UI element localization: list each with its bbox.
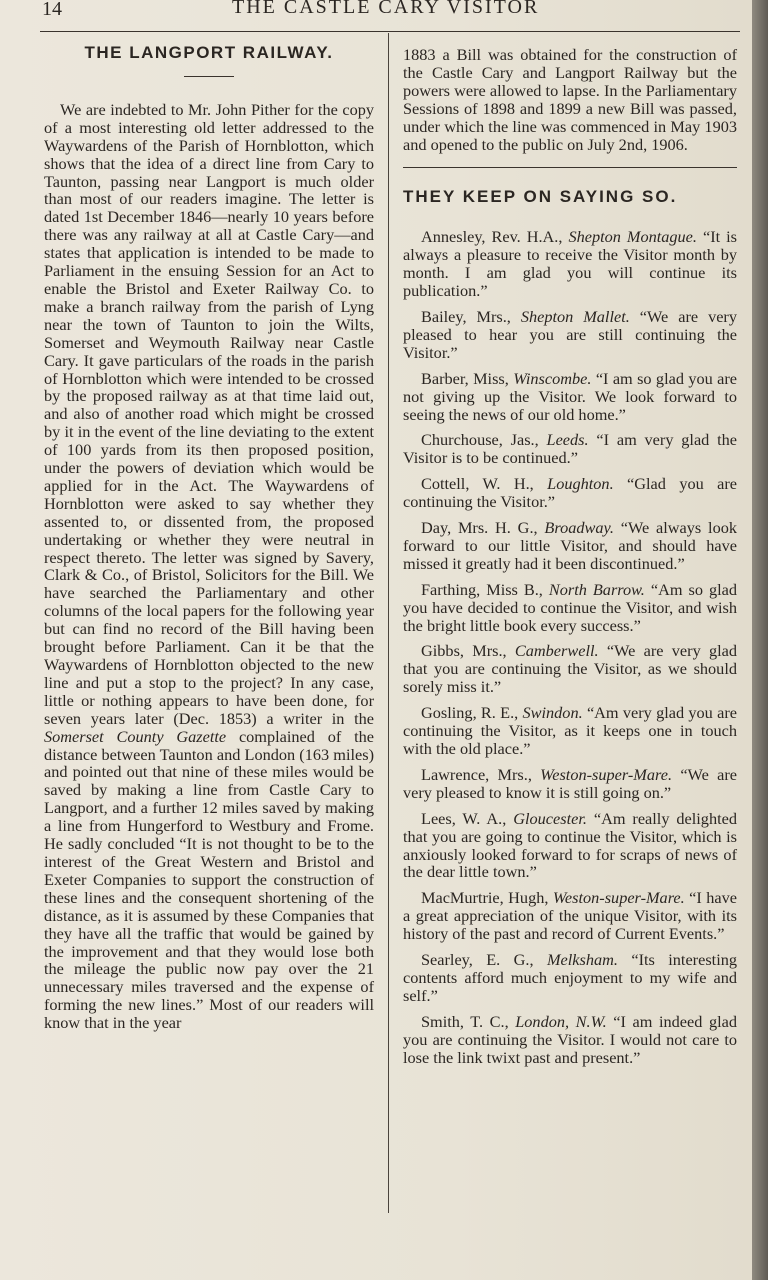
testimonial-item: [403, 370, 737, 424]
left-column: [44, 44, 374, 1032]
testimonial-name: Searley, E. G.,: [421, 950, 534, 970]
header-rule: [40, 31, 740, 32]
testimonial-item: [403, 228, 737, 300]
testimonial-place: Camberwell.: [514, 641, 599, 661]
testimonial-place: Weston-super-Mare.: [552, 888, 685, 908]
testimonial-quote: “We are very pleased to hear you are still continuing the Visitor.”: [403, 306, 737, 362]
testimonial-quote: “I am so glad you are not giving up the Visitor. We look forward to seeing the news of our old home.”: [403, 368, 737, 424]
page-number: 14: [42, 0, 62, 20]
testimonial-place: Broadway.: [544, 518, 614, 538]
testimonial-item: [403, 951, 737, 1005]
continuation-paragraph: 1883 a Bill was obtained for the construction of the Castle Cary and Langport Railway but the powers were allowed to lapse. In the Parliamentary Sessions of 1898 and 1899 a new Bill was passed, under which the line was commenced in May 1903 and opened to the public on July 2nd, 1906.: [403, 45, 737, 154]
testimonial-place: Leeds.: [546, 430, 589, 450]
journal-title: THE CASTLE CARY VISITOR: [232, 0, 540, 18]
testimonial-name: Gibbs, Mrs.,: [421, 641, 507, 661]
testimonial-item: [403, 308, 737, 362]
testimonial-place: North Barrow.: [548, 579, 645, 599]
testimonial-place: Shepton Montague.: [568, 227, 697, 247]
article-paragraph: [44, 101, 374, 1032]
testimonial-name: Farthing, Miss B.,: [421, 579, 543, 599]
article-text-2: complained of the distance between Taunton and London (163 miles) and pointed out that nine of these miles would be saved by making a line from Castle Cary to Langport, and a further 12 miles saved by making a line from Hungerford to Westbury and Frome. He sadly concluded “It is not thought to be to the interest of the Great Western and Bristol and Exeter Companies to support the construction of these lines and the consequent shortening of the distance, as it is assumed by these Companies that they have all the traffic that would be gained by the improvement and that they would lose both the mileage the public now pay over the 21 unnecessary miles traversed and the expense of forming the new lines.” Most of our readers will know that in the year: [44, 726, 374, 1033]
testimonial-item: [403, 642, 737, 696]
testimonial-name: Churchouse, Jas.,: [421, 430, 539, 450]
newspaper-name: Somerset County Gazette: [44, 726, 227, 746]
testimonial-place: Weston-super-Mare.: [540, 764, 673, 784]
testimonial-name: Barber, Miss,: [421, 368, 509, 388]
testimonial-name: Annesley, Rev. H.A.,: [421, 227, 563, 247]
testimonial-item: [403, 519, 737, 573]
testimonial-name: Lees, W. A.,: [421, 808, 507, 828]
testimonial-quote: “I have a great appreciation of the unique Visitor, with its history of the past and record of Current Events.”: [403, 888, 737, 944]
article-text-1: We are indebted to Mr. John Pither for the copy of a most interesting old letter addressed to the Waywardens of the Parish of Hornblotton, which shows that the idea of a direct line from Cary to Taunton, passing near Langport is much older than most of our readers imagine. The letter is dated 1st December 1846—nearly 10 years before there was any railway at all at Castle Cary—and states that application is intended to be made to Parliament in the ensuing Session for an Act to enable the Bristol and Exeter Railway Co. to make a branch railway from the parish of Lyng near the town of Taunton to join the Wilts, Somerset and Weymouth Railway near Castle Cary. It gave particulars of the roads in the parish of Hornblotton which were intended to be crossed by the proposed railway as at that time laid out, and also of another road which might be crossed by it in the event of the line deviating to the extent of 100 yards from its then proposed position, under the powers of deviation which would be applied for in the Act. The Waywardens of Hornblotton were asked to say whether they assented to, or dissented from, the proposed undertaking or whether they were neutral in respect thereto. The letter was signed by Savery, Clark & Co., of Bristol, Solicitors for the Bill. We have searched the Parliamentary and other columns of the local papers for the following year but can find no record of the Bill having been brought before Parliament. Can it be that the Waywardens of Hornblotton objected to the new line and put a stop to the project? In any case, little or nothing appears to have been done, for seven years later (Dec. 1853) a writer in the: [44, 99, 374, 728]
right-column: [403, 46, 737, 1075]
testimonial-name: Bailey, Mrs.,: [421, 306, 511, 326]
section-rule: [403, 167, 737, 168]
testimonial-quote: “Am really delighted that you are going to continue the Visitor, which is anxiously looked forward to for scraps of news of the dear little town.”: [403, 808, 737, 882]
testimonial-name: Day, Mrs. H. G.,: [421, 518, 538, 538]
running-head: [0, 0, 752, 22]
column-divider: [388, 33, 389, 1213]
testimonial-quote: “We are very pleased to know it is still going on.”: [403, 764, 737, 802]
page-edge: [752, 0, 768, 1280]
testimonials-list: [403, 228, 737, 1066]
testimonial-item: [403, 766, 737, 802]
testimonial-name: MacMurtrie, Hugh,: [421, 888, 549, 908]
testimonial-item: [403, 431, 737, 467]
testimonial-item: [403, 1013, 737, 1067]
testimonial-name: Cottell, W. H.,: [421, 474, 534, 494]
testimonial-name: Lawrence, Mrs.,: [421, 764, 532, 784]
testimonial-place: Shepton Mallet.: [520, 306, 630, 326]
testimonial-item: [403, 889, 737, 943]
testimonial-place: London, N.W.: [515, 1011, 607, 1031]
testimonial-item: [403, 475, 737, 511]
testimonial-quote: “It is always a pleasure to receive the Visitor month by month. I am glad you will continue its publication.”: [403, 227, 738, 301]
testimonial-item: [403, 581, 737, 635]
testimonial-place: Swindon.: [522, 703, 583, 723]
testimonial-place: Melksham.: [546, 950, 618, 970]
testimonial-quote: “We are very glad that you are continuing the Visitor, as we should sorely miss it.”: [403, 641, 738, 697]
testimonials-title: THEY KEEP ON SAYING SO.: [403, 187, 678, 207]
testimonial-item: [403, 810, 737, 882]
testimonial-name: Gosling, R. E.,: [421, 703, 519, 723]
testimonial-quote: “I am indeed glad you are continuing the Visitor. I would not care to lose the link twixt past and present.”: [403, 1011, 737, 1067]
testimonial-quote: “I am very glad the Visitor is to be continued.”: [403, 430, 738, 468]
testimonial-name: Smith, T. C.,: [421, 1011, 509, 1031]
testimonial-place: Winscombe.: [513, 368, 592, 388]
testimonial-quote: “Glad you are continuing the Visitor.”: [403, 474, 738, 512]
article-title: THE LANGPORT RAILWAY.: [84, 43, 334, 62]
testimonial-place: Loughton.: [547, 474, 614, 494]
testimonial-quote: “Its interesting contents afford much enjoyment to my wife and self.”: [403, 950, 737, 1005]
testimonial-place: Gloucester.: [513, 808, 587, 828]
testimonial-quote: “Am so glad you have decided to continue the Visitor, and wish the bright little book every success.”: [403, 579, 737, 635]
article-continuation: [403, 46, 737, 153]
title-rule: [184, 76, 234, 77]
testimonial-item: [403, 704, 737, 758]
testimonial-quote: “We always look forward to our little Visitor, and should have missed it greatly had it been discontinued.”: [403, 518, 737, 573]
testimonial-quote: “Am very glad you are continuing the Visitor, as it keeps one in touch with the old place.”: [403, 703, 737, 758]
article-body: [44, 101, 374, 1032]
